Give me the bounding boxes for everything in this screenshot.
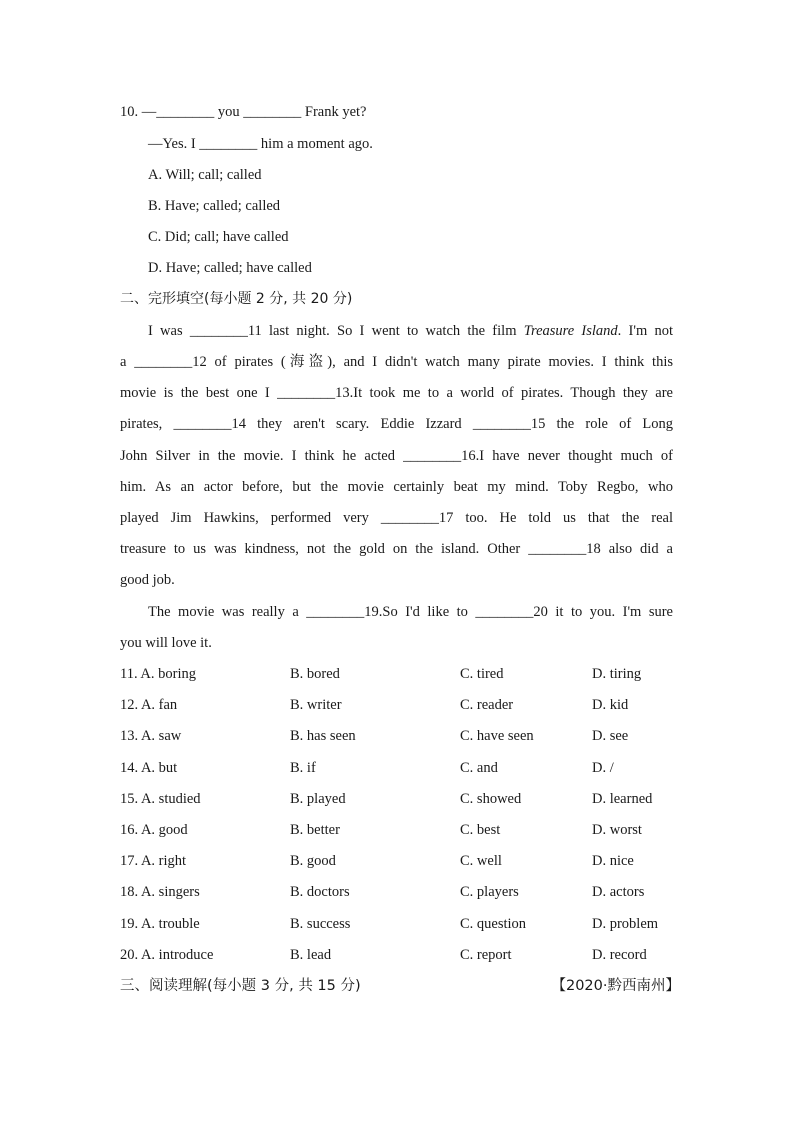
passage-line-2: a ________12 of pirates (海盗), and I didn't watch many pirate movies. I think this xyxy=(120,354,673,370)
film-title: Treasure Island xyxy=(523,323,618,339)
section3-heading: 三、阅读理解(每小题 3 分, 共 15 分) xyxy=(120,978,361,994)
option-row-17: 17. A. right B. good C. well D. nice xyxy=(120,853,634,869)
option-row-15: 15. A. studied B. played C. showed D. learned xyxy=(120,791,653,807)
passage-line-8: treasure to us was kindness, not the gold on the island. Other ________18 also did a xyxy=(120,541,673,557)
source-tag: 【2020·黔西南州】 xyxy=(551,978,680,994)
option-row-11: 11. A. boring B. bored C. tired D. tiring xyxy=(120,666,642,682)
section3-header xyxy=(120,977,680,995)
q10-option-c: C. Did; call; have called xyxy=(148,229,289,245)
section2-heading: 二、完形填空(每小题 2 分, 共 20 分) xyxy=(120,291,353,307)
passage-line-6: him. As an actor before, but the movie certainly beat my mind. Toby Regbo, who xyxy=(120,479,673,495)
option-row-20: 20. A. introduce B. lead C. report D. record xyxy=(120,947,647,963)
passage2-line-2: you will love it. xyxy=(120,635,212,651)
passage-line-7: played Jim Hawkins, performed very ________17 too. He told us that the real xyxy=(120,510,673,526)
passage-line-4: pirates, ________14 they aren't scary. Eddie Izzard ________15 the role of Long xyxy=(120,416,673,432)
option-row-16: 16. A. good B. better C. best D. worst xyxy=(120,822,642,838)
q10-stem: 10. —________ you ________ Frank yet? xyxy=(120,104,367,120)
passage-line-5: John Silver in the movie. I think he acted ________16.I have never thought much of xyxy=(120,448,673,464)
passage-line-1: I was ________11 last night. So I went to watch the film Treasure Island. I'm not xyxy=(148,323,673,339)
option-row-18: 18. A. singers B. doctors C. players D. actors xyxy=(120,884,645,900)
passage2-line-1: The movie was really a ________19.So I'd like to ________20 it to you. I'm sure xyxy=(148,604,673,620)
q10-option-d: D. Have; called; have called xyxy=(148,260,312,276)
q10-reply: —Yes. I ________ him a moment ago. xyxy=(148,136,373,152)
passage-line-9: good job. xyxy=(120,572,175,588)
passage-line-3: movie is the best one I ________13.It took me to a world of pirates. Though they are xyxy=(120,385,673,401)
q10-option-b: B. Have; called; called xyxy=(148,198,281,214)
q10-option-a: A. Will; call; called xyxy=(148,167,262,183)
option-row-13: 13. A. saw B. has seen C. have seen D. see xyxy=(120,728,629,744)
option-row-14: 14. A. but B. if C. and D. / xyxy=(120,760,614,776)
option-row-12: 12. A. fan B. writer C. reader D. kid xyxy=(120,697,629,713)
option-row-19: 19. A. trouble B. success C. question D. problem xyxy=(120,916,659,932)
